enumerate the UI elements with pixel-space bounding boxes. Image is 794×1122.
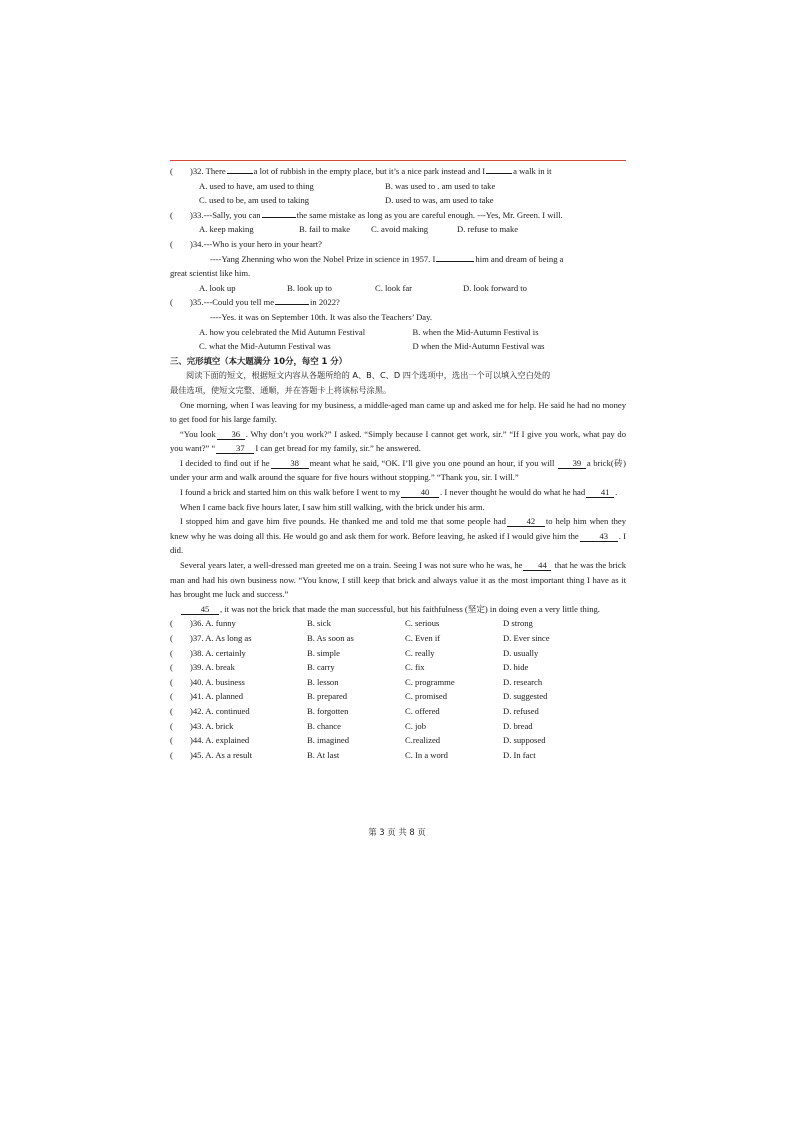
cloze-option-row [170, 675, 626, 690]
section-title: 三、完形填空（本大题满分 10分，每空 1 分） [170, 355, 347, 366]
option-c: C. fix [405, 662, 425, 673]
option-d: D. Ever since [503, 633, 550, 643]
blank-42: 42 [507, 516, 545, 527]
option: C. avoid making [371, 224, 429, 235]
option-c: C. In a word [405, 749, 448, 760]
option-c: C. really [405, 647, 435, 658]
option-b: B. sick [307, 618, 331, 629]
answer-paren: ( [170, 633, 173, 643]
option: C. used to be, am used to taking [199, 195, 310, 206]
option: D. refuse to make [457, 224, 519, 235]
option-d: D strong [503, 618, 533, 629]
option-b: B. As soon as [307, 633, 354, 643]
question-34 [170, 237, 626, 252]
answer-paren: ( [170, 647, 173, 658]
answer-paren: ( [170, 618, 173, 629]
option: C. look far [375, 282, 412, 293]
option-a: )45. A. As a result [190, 749, 253, 760]
blank-37: 37 [216, 443, 254, 454]
passage-paragraph-7: Several years later, a well-dressed man greeted me on a train. Seeing I was not sure who he was, he 44 that he was the brick man and had his own business now. “You know, I still keep that brick and always value it as the most important thing I have as it has brought me luck and success.” [170, 560, 626, 600]
question-32 [170, 164, 626, 179]
header-rule [170, 160, 626, 161]
reply-34: ----Yang Zhenning who won the Nobel Prize in science in 1957. I him and dream of being a [210, 253, 564, 264]
question-stem: )32. There a lot of rubbish in the empty place, but it’s a nice park instead and I a walk in it [190, 166, 552, 176]
answer-paren: ( [170, 238, 173, 249]
option-d: D. suggested [503, 691, 548, 702]
cloze-option-row [170, 660, 626, 675]
option-d: D. supposed [503, 735, 546, 746]
option-b: B. lesson [307, 676, 339, 687]
passage-paragraph-2: “You look 36 . Why don’t you work?” I asked. “Simply because I cannot get work, sir.” “If I give you work, what pay do you want?” “ 37 I can get bread for my family, sir.” he answered. [170, 428, 626, 454]
option: B. look up to [287, 282, 332, 293]
cloze-option-row [170, 748, 626, 763]
answer-paren: ( [170, 209, 173, 220]
option-c: C. Even if [405, 633, 441, 643]
cloze-options [170, 616, 626, 762]
answer-paren: ( [170, 720, 173, 731]
section-instruction-cont: 最佳选项，使短文完整、通顺，并在答题卡上将该标号涂黑。 [170, 384, 392, 395]
option-a: )41. A. planned [190, 691, 243, 702]
option: C. what the Mid-Autumn Festival was [199, 341, 331, 352]
passage-paragraph-3: I decided to find out if he 38 meant what he said, “OK. I’ll give you one pound an hour, if you will 39 a brick(砖) under your arm and walk around the square for five hours without stopping.” “Thank you, sir. I will.” [170, 457, 626, 483]
blank-40: 40 [401, 487, 439, 498]
page-footer: 第 3 页 共 8 页 [368, 827, 426, 837]
blank-43: 43 [580, 531, 618, 542]
answer-blank [486, 173, 512, 174]
cloze-option-row [170, 719, 626, 734]
blank-41: 41 [586, 487, 614, 498]
option-c: C. job [405, 720, 427, 731]
option-c: C. offered [405, 705, 440, 716]
answer-paren: ( [170, 735, 173, 746]
reply-35: ----Yes. it was on September 10th. It was also the Teachers’ Day. [210, 311, 432, 322]
section-instruction: 阅读下面的短文，根据短文内容从各题所给的 A、B、C、D 四个选项中，选出一个可以填入空白处的 [186, 370, 551, 381]
option: A. look up [199, 282, 236, 293]
question-stem: )33.---Sally, you can the same mistake as long as you are careful enough. ---Yes, Mr. Green. I will. [190, 209, 563, 220]
passage-paragraph-4: I found a brick and started him on this walk before I went to my 40 . I never thought he would do what he had 41 . [180, 487, 618, 498]
options-35-row1 [170, 325, 626, 340]
option: D when the Mid-Autumn Festival was [412, 341, 545, 352]
answer-blank [436, 261, 474, 262]
answer-paren: ( [170, 662, 173, 673]
answer-paren: ( [170, 749, 173, 760]
option-b: B. simple [307, 647, 340, 658]
options-33 [170, 222, 626, 237]
blank-39: 39 [558, 458, 586, 469]
question-35 [170, 295, 626, 310]
option-b: B. chance [307, 720, 341, 731]
reply-34-cont: great scientist like him. [170, 268, 251, 279]
answer-blank [227, 173, 253, 174]
option-c: C. serious [405, 618, 440, 629]
cloze-option-row [170, 733, 626, 748]
option: A. how you celebrated the Mid Autumn Festival [199, 326, 366, 337]
option-a: )38. A. certainly [190, 647, 246, 658]
option-c: C. promised [405, 691, 448, 702]
cloze-option-row [170, 704, 626, 719]
option: D. look forward to [463, 282, 527, 293]
option: D. used to was, am used to take [385, 195, 494, 206]
option-d: D. research [503, 676, 543, 687]
option-a: )39. A. break [190, 662, 235, 673]
answer-blank [262, 217, 296, 218]
option-c: C.realized [405, 735, 441, 746]
passage-paragraph-1: One morning, when I was leaving for my business, a middle-aged man came up and asked me for help. He said he had no money to get food for his large family. [170, 399, 626, 425]
answer-blank [275, 304, 309, 305]
option-d: D. refused [503, 705, 539, 716]
exam-page [170, 160, 626, 762]
option-b: B. carry [307, 662, 335, 673]
question-stem: )34.---Who is your hero in your heart? [190, 238, 322, 249]
option-b: B. At last [307, 749, 340, 760]
answer-paren: ( [170, 676, 173, 687]
options-32-row2 [170, 193, 626, 208]
option-b: B. imagined [307, 735, 350, 746]
option: B. was used to . am used to take [385, 180, 496, 191]
cloze-option-row [170, 631, 626, 646]
option-b: B. forgotten [307, 705, 349, 716]
blank-44: 44 [523, 560, 551, 571]
answer-paren: ( [170, 705, 173, 716]
passage-paragraph-8: 45 , it was not the brick that made the man successful, but his faithfulness (坚定) in doing even a very little thing. [170, 602, 626, 617]
option-a: )40. A. business [190, 676, 245, 687]
option-d: D. usually [503, 647, 539, 658]
answer-paren: ( [170, 691, 173, 702]
blank-36: 36 [217, 429, 245, 440]
option-a: )44. A. explained [190, 735, 250, 746]
option: A. keep making [199, 224, 254, 235]
option-a: )42. A. continued [190, 705, 250, 716]
passage-paragraph-5: When I came back five hours later, I saw him still walking, with the brick under his arm. [180, 501, 485, 512]
answer-paren: ( [170, 166, 173, 176]
blank-38: 38 [271, 458, 309, 469]
option-d: D. In fact [503, 749, 536, 760]
option-a: )36. A. funny [190, 618, 236, 629]
option: B. when the Mid-Autumn Festival is [412, 326, 539, 337]
blank-45: 45 [181, 604, 219, 615]
option-d: D. hide [503, 662, 529, 673]
cloze-option-row [170, 616, 626, 631]
option: A. used to have, am used to thing [199, 180, 314, 191]
option-a: )37. A. As long as [190, 633, 252, 643]
option-c: C. programme [405, 676, 455, 687]
passage-paragraph-6: I stopped him and gave him five pounds. He thanked me and told me that some people had 42 to help him when they knew why he was doing all this. He would go and ask them for work. Before leaving, he asked if I would give him the 43 . I did. [170, 516, 626, 556]
option-d: D. bread [503, 720, 533, 731]
cloze-option-row [170, 646, 626, 661]
question-33 [170, 208, 626, 223]
cloze-option-row [170, 689, 626, 704]
question-stem: )35.---Could you tell me in 2022? [190, 297, 340, 308]
option: B. fail to make [299, 224, 351, 235]
options-32-row1 [170, 179, 626, 194]
answer-paren: ( [170, 297, 173, 308]
option-a: )43. A. brick [190, 720, 234, 731]
options-34 [170, 281, 626, 296]
option-b: B. prepared [307, 691, 348, 702]
options-35-row2 [170, 339, 626, 354]
